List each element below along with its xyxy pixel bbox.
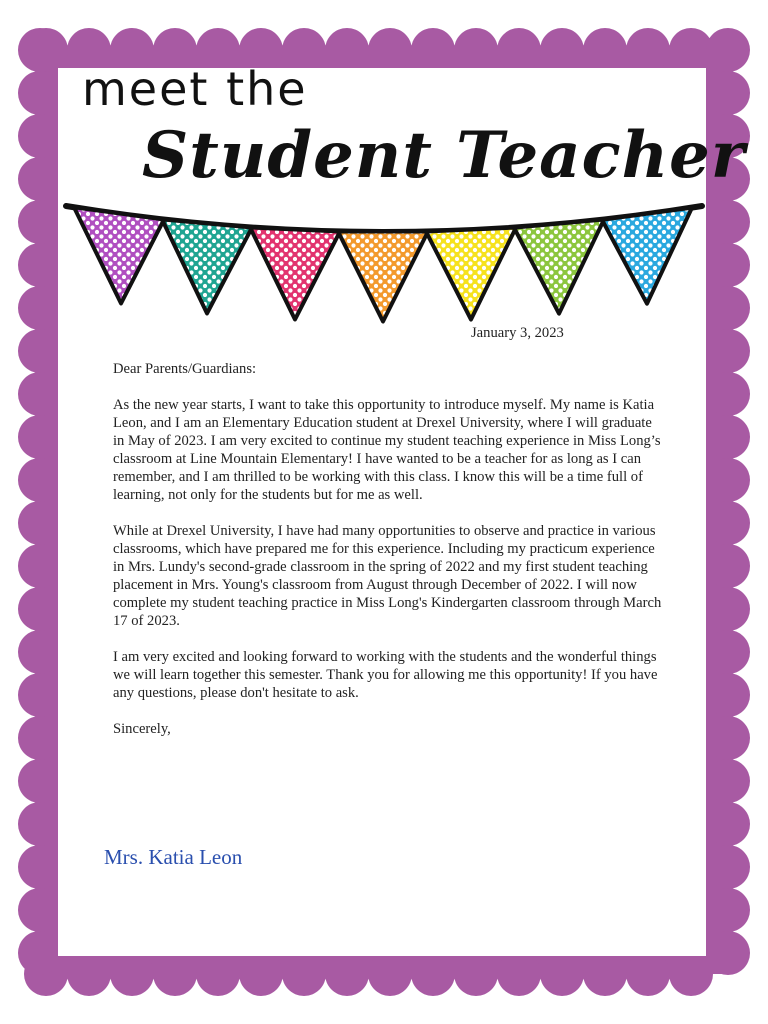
pennant-flag-6 <box>514 220 604 314</box>
letter-body <box>113 360 663 756</box>
letter-date: January 3, 2023 <box>471 325 564 341</box>
letter-paragraph-experience: While at Drexel University, I have had many opportunities to observe and practice in various classrooms, which have prepared me for this experience. Including my practicum experience in Mrs. Lundy's second-grade classroom in the spring of 2022 and my first student teaching placement in Mrs. Young's classroom from August through December of 2022. I will now complete my student teaching practice in Miss Long's Kindergarten classroom through March 17 of 2023. <box>113 523 662 629</box>
letter-paragraph-intro: As the new year starts, I want to take this opportunity to introduce myself. My name is Katia Leon, and I am an Elementary Education student at Drexel University, where I will graduate in May of 2023. I am very excited to continue my student teaching experience in Miss Long’s classroom at Line Mountain Elementary! I have wanted to be a teacher for as long as I can remember, and I am thrilled to be working with this class. I know this will be a time full of learning, not only for the students but for me as well. <box>113 397 661 503</box>
pennant-banner <box>0 0 768 340</box>
pennant-flag-3 <box>250 227 340 319</box>
letter-closing: Sincerely, <box>113 721 171 737</box>
pennant-flag-7 <box>602 208 692 304</box>
signature-name: Mrs. Katia Leon <box>104 845 243 869</box>
letter-greeting: Dear Parents/Guardians: <box>113 361 257 377</box>
letter-paragraph-thanks: I am very excited and looking forward to working with the students and the wonderful things we will learn together this semester. Thank you for allowing me this opportunity! If you have any questions, please don't hesitate to ask. <box>113 649 658 701</box>
heading-student-teacher: Student Teacher <box>142 118 746 193</box>
pennant-flag-5 <box>426 228 516 320</box>
pennant-flag-2 <box>162 219 252 313</box>
pennant-flag-1 <box>74 207 164 303</box>
pennant-flag-4 <box>338 231 428 321</box>
heading-meet-the: meet the <box>82 62 308 116</box>
